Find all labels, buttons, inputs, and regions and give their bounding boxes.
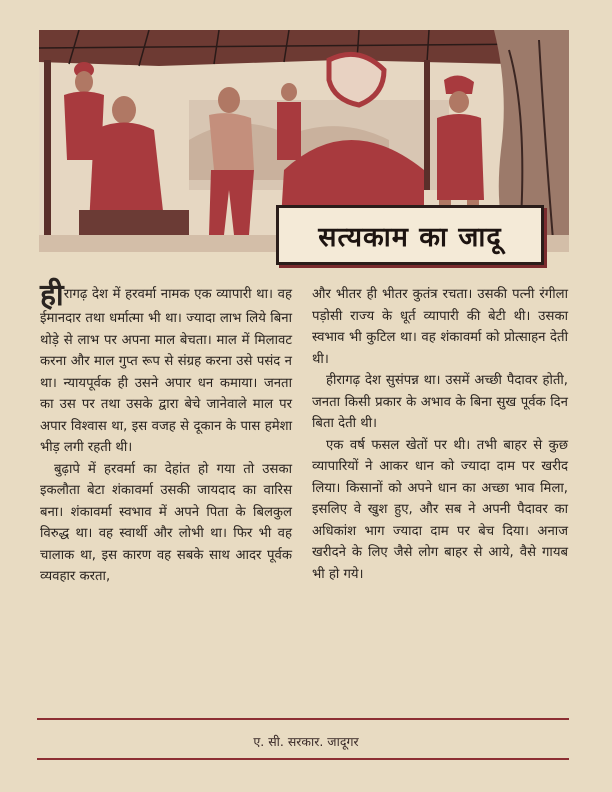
paragraph [40,278,292,459]
story-title-box [276,205,544,265]
left-text-column [40,278,292,588]
paragraph: एक वर्ष फसल खेतों पर थी। तभी बाहर से कुछ व्यापारियों ने आकर धान को ज्यादा दाम पर खरीद लिया। किसानों को अपने धान का अच्छा भाव मिला, इसलिए वे खुश हुए, और सब ने अपनी पैदावर का अधिकांश भाग ज्यादा दाम पर बेच दिया। अनाज खरीदने के लिए जैसे लोग बाहर से आये, वैसे गायब भी हो गये। [312,437,568,582]
footer-rule-bottom [37,758,569,760]
paragraph: बुढ़ापे में हरवर्मा का देहांत हो गया तो उसका इकलौता बेटा शंकावर्मा उसकी जायदाद का वारिस बना। शंकावर्मा स्वभाव में अपने पिता के बिलकुल विरुद्ध था। वह स्वार्थी और लोभी था। फिर भी वह चालाक था, इस कारण वह सबके साथ आदर पूर्वक व्यवहार करता, [40,461,292,584]
right-text-column [312,284,568,585]
story-title: सत्यकाम का जादू [318,221,502,253]
footer-credit: ए. सी. सरकार. जादूगर [253,734,359,749]
drop-cap: ही [40,278,64,313]
paragraph: हीरागढ़ देश सुसंपन्न था। उसमें अच्छी पैदावर होती, जनता किसी प्रकार के अभाव के बिना सुख पूर्वक दिन बिता देती थी। [312,373,568,431]
footer-rule-top [37,718,569,720]
paragraph: और भीतर ही भीतर कुतंत्र रचता। उसकी पत्नी रंगीला पड़ोसी राज्य के धूर्त व्यापारी की बेटी थी। उसका स्वभाव भी कुटिल था। वह शंकावर्मा को प्रोत्साहन देती थी। [312,287,568,367]
paragraph-text: रागढ़ देश में हरवर्मा नामक एक व्यापारी था। वह ईमानदार तथा धर्मात्मा भी था। ज्यादा लाभ लिये बिना थोड़े से लाभ पर अपना माल बेचता। माल में मिलावट करना और माल गुप्त रूप से संग्रह करना उसे पसंद न था। न्यायपूर्वक ही उसने अपार धन कमाया। जनता का उस पर तथा उसके द्वारा बेचे जानेवाले माल पर अपार विश्वास था, इस वजह से दूकान के पास हमेशा भीड़ लगी रहती थी। [40,287,292,455]
